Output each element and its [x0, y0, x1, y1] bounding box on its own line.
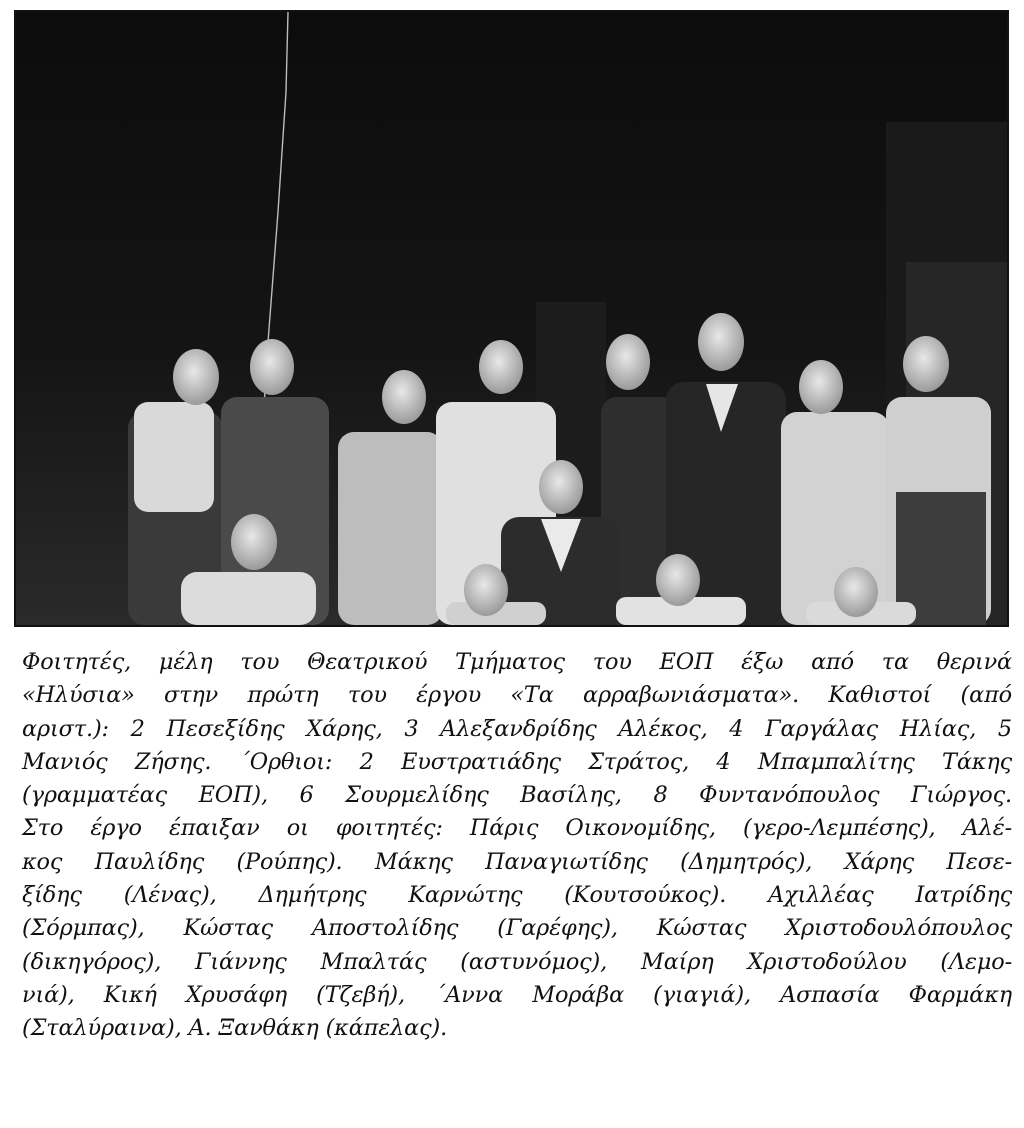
caption-line: (δικηγόρος), Γιάννης Μπαλτάς (αστυνόμος), Μαίρη Χριστοδούλου (Λεμο-	[22, 948, 1012, 975]
caption-line: ξίδης (Λένας), Δημήτρης Καρνώτης (Κουτσούκος). Αχιλλέας Ιατρίδης	[22, 882, 1012, 909]
group-photo-illustration	[16, 12, 1007, 625]
caption-line: Στο έργο έπαιξαν οι φοιτητές: Πάρις Οικονομίδης, (γερο-Λεμπέσης), Αλέ-	[22, 815, 1012, 842]
caption-line: (Σόρμπας), Κώστας Αποστολίδης (Γαρέφης), Κώστας Χριστοδουλόπουλος	[22, 915, 1012, 942]
group-photo	[14, 10, 1009, 627]
caption-line: Μανιός Ζήσης. ´Ορθιοι: 2 Ευστρατιάδης Στράτος, 4 Μπαμπαλίτης Τάκης	[22, 748, 1012, 775]
caption-line: (γραμματέας ΕΟΠ), 6 Σουρμελίδης Βασίλης, 8 Φυντανόπουλος Γιώργος.	[22, 782, 1012, 809]
caption-line: νιά), Κική Χρυσάφη (Τζεβή), ´Αννα Μοράβα (γιαγιά), Ασπασία Φαρμάκη	[22, 981, 1012, 1008]
caption-line: «Ηλύσια» στην πρώτη του έργου «Τα αρραβωνιάσματα». Καθιστοί (από	[22, 682, 1012, 709]
caption-line: αριστ.): 2 Πεσεξίδης Χάρης, 3 Αλεξανδρίδης Αλέκος, 4 Γαργάλας Ηλίας, 5	[22, 715, 1012, 742]
caption-line: (Σταλύραινα), Α. Ξανθάκη (κάπελας).	[22, 1015, 448, 1042]
caption-line: κος Παυλίδης (Ρούπης). Μάκης Παναγιωτίδης (Δημητρός), Χάρης Πεσε-	[22, 848, 1012, 875]
caption-line: Φοιτητές, μέλη του Θεατρικού Τμήματος του ΕΟΠ έξω από τα θερινά	[22, 649, 1012, 675]
photo-caption	[22, 646, 1012, 1046]
